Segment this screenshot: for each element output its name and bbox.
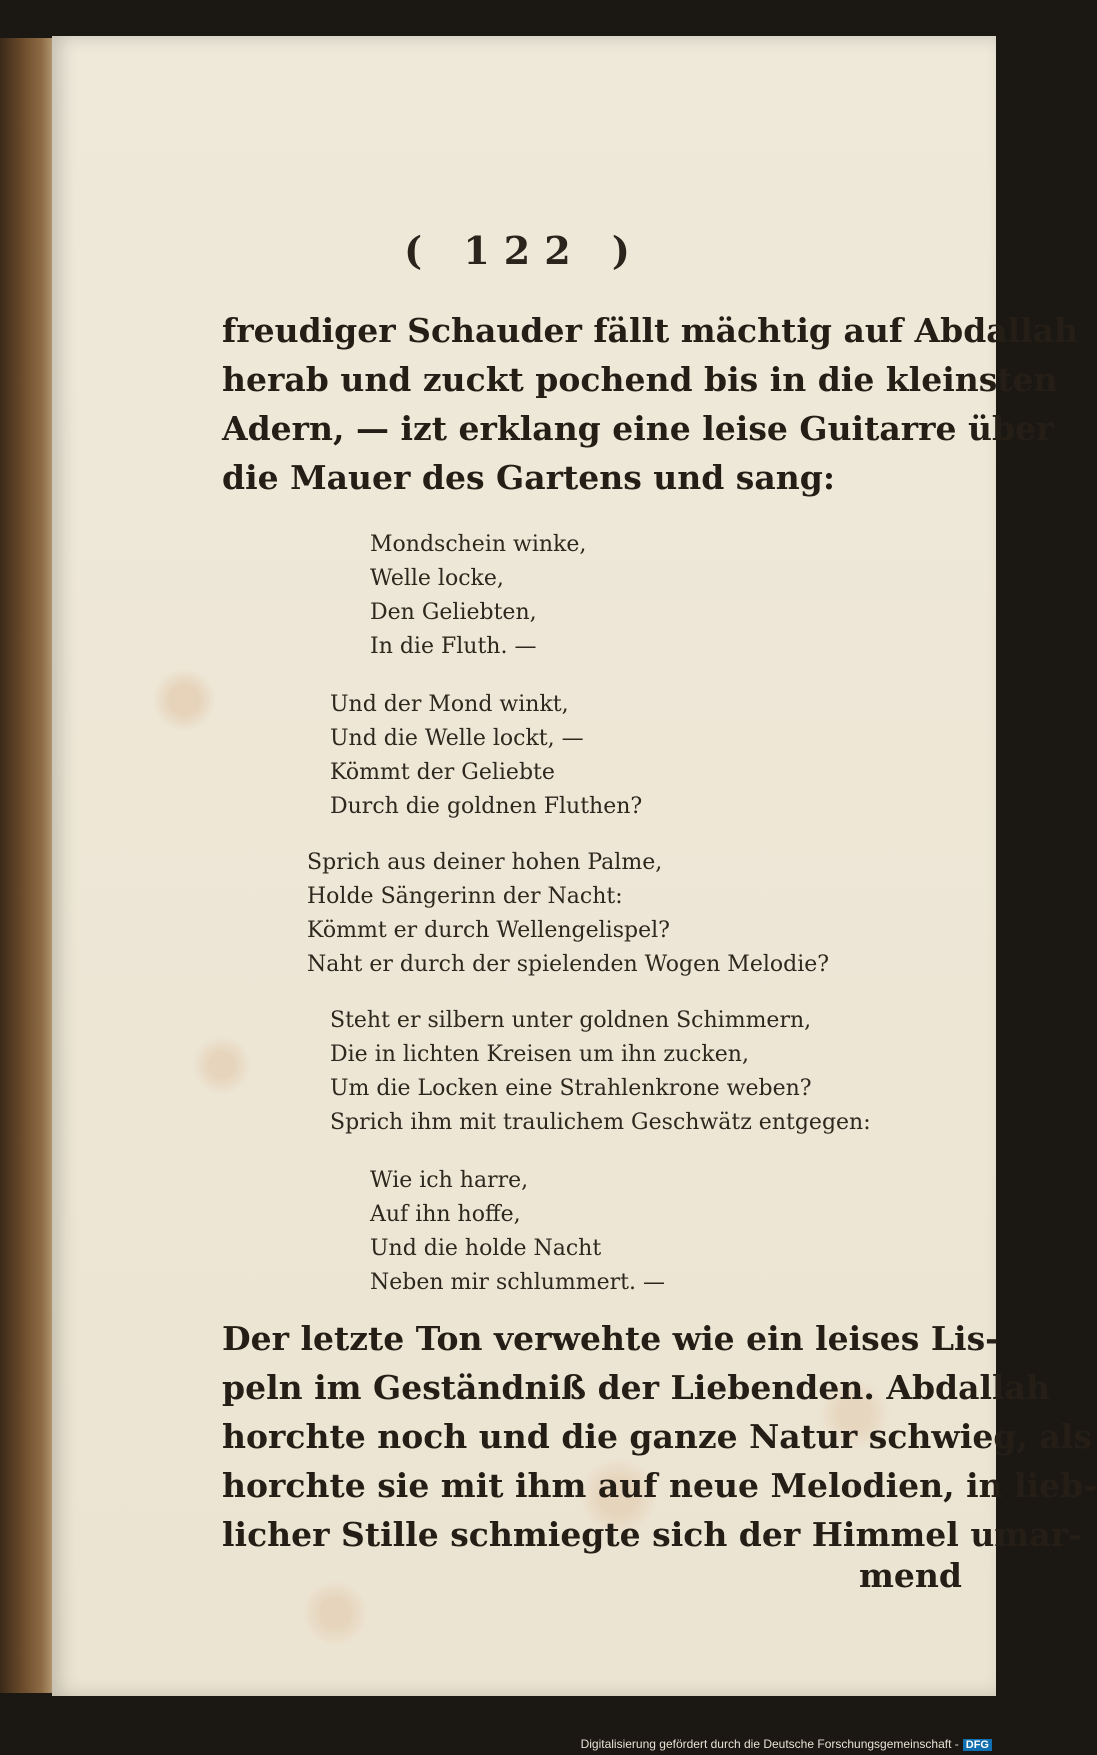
text-line: freudiger Schauder fällt mächtig auf Abdallah [222, 311, 1079, 350]
text-line: horchte sie mit ihm auf neue Melodien, in lieb- [222, 1466, 1097, 1505]
song-stanza-2 [330, 688, 642, 824]
song-stanza-1 [370, 528, 586, 664]
verse-line: Mondschein winke, [370, 532, 587, 557]
credit-text: Digitalisierung gefördert durch die Deutsche Forschungsgemeinschaft - [580, 1737, 959, 1751]
verse-line: Wie ich harre, [370, 1168, 529, 1193]
verse-line: Auf ihn hoffe, [370, 1202, 521, 1227]
paragraph-bottom [222, 1314, 1097, 1559]
verse-line: Kömmt der Geliebte [330, 760, 555, 785]
dfg-logo: DFG [963, 1739, 992, 1751]
verse-line: Und die Welle lockt, — [330, 726, 584, 751]
paragraph-top [222, 306, 1079, 502]
verse-line: In die Fluth. — [370, 634, 537, 659]
digitization-credit [581, 1737, 992, 1751]
verse-line: Um die Locken eine Strahlenkrone weben? [330, 1076, 812, 1101]
verse-line: Neben mir schlummert. — [370, 1270, 666, 1295]
verse-line: Und die holde Nacht [370, 1236, 602, 1261]
text-line: Adern, — izt erklang eine leise Guitarre über [222, 409, 1054, 448]
catchword: mend [859, 1556, 962, 1595]
verse-line: Die in lichten Kreisen um ihn zucken, [330, 1042, 749, 1067]
text-line: horchte noch und die ganze Natur schwieg, als [222, 1417, 1092, 1456]
verse-line: Sprich ihm mit traulichem Geschwätz entgegen: [330, 1110, 871, 1135]
page-number: ( 122 ) [404, 228, 644, 273]
book-page [52, 36, 1097, 1696]
verse-line: Durch die goldnen Fluthen? [330, 794, 643, 819]
verse-line: Sprich aus deiner hohen Palme, [307, 850, 663, 875]
text-line: die Mauer des Gartens und sang: [222, 458, 836, 497]
text-line: Der letzte Ton verwehte wie ein leises Lis- [222, 1319, 999, 1358]
song-stanza-5 [370, 1164, 665, 1300]
verse-line: Steht er silbern unter goldnen Schimmern, [330, 1008, 812, 1033]
verse-line: Den Geliebten, [370, 600, 537, 625]
verse-line: Holde Sängerinn der Nacht: [307, 884, 623, 909]
verse-line: Welle locke, [370, 566, 504, 591]
verse-line: Kömmt er durch Wellengelispel? [307, 918, 670, 943]
text-line: herab und zuckt pochend bis in die kleinsten [222, 360, 1058, 399]
verse-line: Und der Mond winkt, [330, 692, 569, 717]
song-stanza-4 [330, 1004, 871, 1140]
text-line: licher Stille schmiegte sich der Himmel umar- [222, 1515, 1082, 1554]
text-line: peln im Geständniß der Liebenden. Abdallah [222, 1368, 1050, 1407]
song-stanza-3 [307, 846, 829, 982]
verse-line: Naht er durch der spielenden Wogen Melodie? [307, 952, 830, 977]
book-spine-edge [0, 38, 55, 1693]
